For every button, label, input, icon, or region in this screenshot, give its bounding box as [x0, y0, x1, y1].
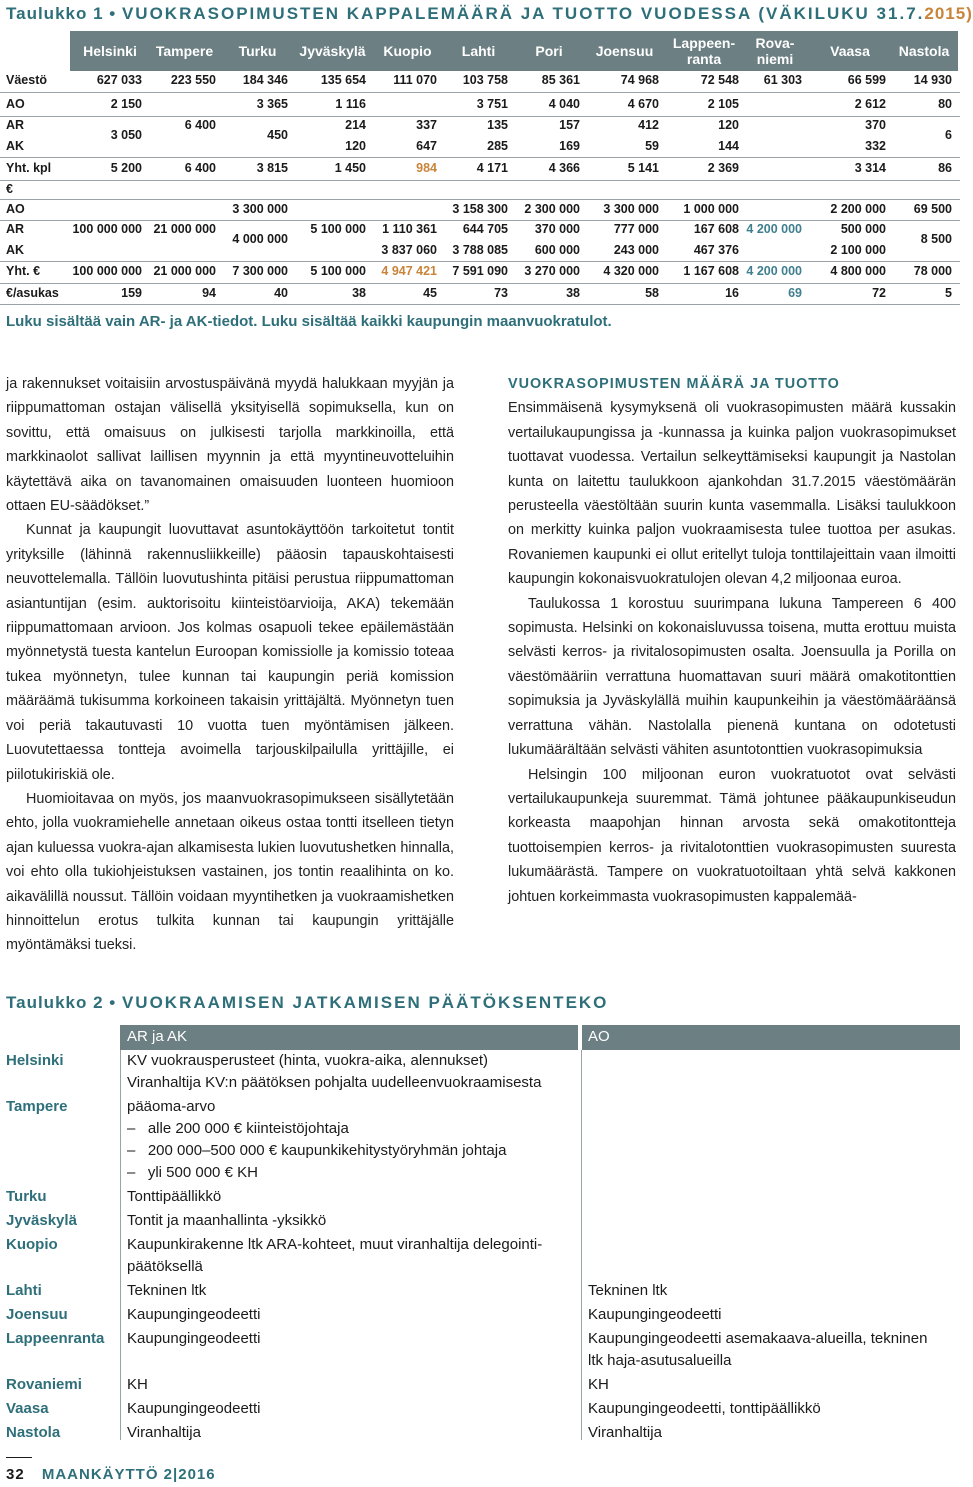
table-cell: 3 270 000: [524, 264, 580, 278]
table2-header-ar: [120, 1025, 578, 1050]
table-cell: 332: [865, 139, 886, 153]
city-name: Lahti: [6, 1282, 42, 1299]
ar-ak-decision: [127, 1374, 577, 1396]
publication-name: MAANKÄYTTÖ 2|2016: [41, 1466, 216, 1483]
decision-line: Kaupungingeodeetti: [588, 1306, 722, 1323]
decision-line: Kaupungingeodeetti, tonttipäällikkö: [588, 1400, 821, 1417]
decision-line: Kaupungingeodeetti: [127, 1400, 261, 1417]
table-cell: 4 947 421: [381, 264, 437, 278]
row-divider: [0, 116, 960, 117]
left-paragraph-3: Huomioitavaa on myös, jos maanvuokrasopimukseen sisällytetään ehto, jolla vuokramiehelle annetaan oikeus ostaa tontti itselleen tietyn ajan kuluessa vuokra-ajan alkamisesta lukien luovutushetken hinnalla, voi ehto olla tukiohjeistuksen vastainen, jos tontin reaalihinta on ko. aikavälillä noussut. Tällöin voidaan myyntihetken ja vuokraamishetken hinnoittelun erotus tulkita kunnan tai kaupungin yrittäjälle myöntämäksi tueksi.: [6, 790, 454, 954]
row-label: AK: [6, 243, 25, 257]
table-cell: 74 968: [620, 73, 659, 87]
left-paragraph-1: ja rakennukset voitaisiin arvostuspäivänä myydä halukkaan myyjän ja riippumattoman ostajan välisellä yksityisellä sopimuksella, kun on sovittu, että omaisuus on julkisesti tarjolla markkinoilla, että markkinaolot sallivat laillisen myynnin ja että myyntineuvotteluihin käytettävä aika on tavanomainen omaisuuden luonteen huomioon ottaen EU-säädökset.”: [6, 376, 454, 515]
ar-ak-decision: [127, 1050, 577, 1094]
ar-ak-decision: [127, 1210, 577, 1232]
row-label: Väestö: [6, 73, 47, 87]
row-divider: [0, 180, 960, 181]
ar-ak-decision: [127, 1422, 577, 1444]
table1-number: Taulukko 1: [6, 4, 104, 23]
table1-title: [6, 4, 973, 24]
right-paragraph-3: Helsingin 100 miljoonan euron vuokratuotot ovat selvästi vertailukaupunkeja suuremmat. Tämä johtunee pääkaupunkiseudun korkeasta maapohjan hinnan arvosta sekä omakotitontteja tuottoisempien kerros- ja rivitalotonttien vuokrasopimusten suuresta lukumäärästä. Tampere on vuokratuotoiltaan yhtä selvä kakkonen johtuen korkeimmasta vuokrasopimusten kappalemää-: [508, 766, 956, 905]
table-cell: 4 171: [476, 161, 508, 175]
table-cell: 120: [718, 118, 739, 132]
decision-line: Tonttipäällikkö: [127, 1188, 222, 1205]
decision-line: Kaupunkirakenne ltk ARA-kohteet, muut viranhaltija delegointi-: [127, 1236, 543, 1253]
city-name: Lappeenranta: [6, 1330, 105, 1347]
city-name: Turku: [6, 1188, 47, 1205]
row-label: Yht. kpl: [6, 161, 52, 175]
table-cell: 80: [938, 97, 952, 111]
table-cell: 1 167 608: [683, 264, 739, 278]
table-row: [0, 1096, 960, 1186]
bullet-icon: •: [109, 4, 122, 23]
page-footer: [6, 1466, 216, 1483]
table-cell: 169: [559, 139, 580, 153]
row-label: AO: [6, 97, 25, 111]
page-number: 32: [6, 1466, 25, 1483]
row-divider: [0, 283, 960, 284]
city-name: Jyväskylä: [6, 1212, 77, 1229]
table-cell: 135: [487, 118, 508, 132]
table-cell: 66 599: [847, 73, 886, 87]
row-divider: [0, 220, 960, 221]
table-cell: 72: [872, 286, 886, 300]
column-header: Joensuu: [595, 43, 654, 59]
column-header: Nastola: [898, 43, 950, 59]
ar-ak-decision: [127, 1234, 577, 1278]
row-label: AK: [6, 139, 25, 153]
ar-ak-decision: [127, 1328, 577, 1350]
right-paragraph-1: Ensimmäisenä kysymyksenä oli vuokrasopimusten määrä kussakin vertailukaupungissa ja -kunnassa ja kuinka paljon vuokrasopimukset tuottavat vuodessa. Vertailun selkeyttämiseksi kaupungit ja Nastolan kunta on laitettu taulukkoon ajankohdan 31.7.2015 väestömäärän perusteella väestöltään suurin kunta vasemmalla. Lisäksi taulukkoon on merkitty kuinka paljon vuokraamisesta tulee tuottoa per asukas. Rovaniemen kaupunki ei ollut eritellyt tuloja tonttilajeittain vaan ilmoitti kaupungin kokonaisvuokratulojen olevan 4,2 miljoonaa euroa.: [508, 400, 956, 588]
table-cell: 5 100 000: [310, 222, 366, 236]
table-cell: 58: [645, 286, 659, 300]
right-column: [508, 372, 956, 909]
table-cell: 86: [938, 161, 952, 175]
table-cell: 5 100 000: [310, 264, 366, 278]
decision-line: Tekninen ltk: [127, 1282, 207, 1299]
ar-ak-decision: [127, 1096, 577, 1184]
table-row: [0, 1422, 960, 1446]
ar-ak-decision: [127, 1398, 577, 1420]
decision-line: – alle 200 000 € kiinteistöjohtaja: [127, 1120, 349, 1137]
column-header: Lahti: [461, 43, 496, 59]
decision-line: Tontit ja maanhallinta -yksikkö: [127, 1212, 327, 1229]
table-cell: 69: [788, 286, 802, 300]
table-cell: 1 116: [335, 97, 366, 111]
table-cell: 777 000: [613, 222, 659, 236]
decision-line: Kaupungingeodeetti: [127, 1330, 261, 1347]
table-cell: 214: [345, 118, 366, 132]
decision-line: KH: [588, 1376, 609, 1393]
column-header: Vaasa: [830, 43, 870, 59]
column-header: Jyväskylä: [299, 43, 366, 59]
column-header: Tampere: [155, 43, 214, 59]
table-row: [0, 1398, 960, 1422]
table-cell: 159: [121, 286, 142, 300]
left-paragraph-2: Kunnat ja kaupungit luovuttavat asuntokäyttöön tarkoitetut tontit yrityksille (lähinnä rakennusliikkeille) pääosin tapauskohtaisesti neuvottelemalla. Tällöin luovutushinta pitäisi perustua riippumattoman asiantuntijan (esim. auktorisoitu kiinteistöarvioija, AKA) tekemään riippumattomaan arvioon. Jos kolmas osapuoli tekee epäilemästään myönnetystä tuesta kantelun Euroopan komissiolle ja komissio toteaa tukea myönnetyn, tulee kunnan tai kaupungin periä komission määräämä tukisumma korkoineen takaisin yrittäjältä. Myönnetyn tuen voi periä takautuvasti 10 vuotta tuen myöntämisen jälkeen. Luovutettaessa tontteja avoimella tarjouskilpailulla yrittäjille, ei piilotukiriskiä ole.: [6, 522, 454, 783]
row-label: AO: [6, 202, 25, 216]
table-cell: 1 110 361: [382, 222, 437, 236]
decision-line: pääoma-arvo: [127, 1098, 216, 1115]
ao-decision: [588, 1328, 958, 1372]
row-label: AR: [6, 222, 25, 236]
table2-number: Taulukko 2: [6, 993, 104, 1012]
table-cell: 38: [566, 286, 580, 300]
table-cell: 167 608: [693, 222, 739, 236]
decision-line: Kaupungingeodeetti: [127, 1306, 261, 1323]
ao-decision: [588, 1304, 958, 1326]
decision-line: Viranhaltija: [588, 1424, 662, 1441]
footer-rule: [6, 1457, 32, 1458]
table-cell: 38: [352, 286, 366, 300]
table-cell: 3 050: [110, 128, 142, 142]
table-cell: 16: [725, 286, 739, 300]
column-header: Kuopio: [383, 43, 432, 59]
table-cell: 59: [645, 139, 659, 153]
section-heading: VUOKRASOPIMUSTEN MÄÄRÄ JA TUOTTO: [508, 376, 840, 392]
table-cell: 500 000: [840, 222, 886, 236]
table-cell: 184 346: [242, 73, 288, 87]
table-cell: 78 000: [913, 264, 952, 278]
ar-ak-decision: [127, 1186, 577, 1208]
city-name: Nastola: [6, 1424, 61, 1441]
table-cell: 3 365: [256, 97, 288, 111]
table2-col-ar-ak: AR ja AK: [127, 1028, 188, 1045]
table-cell: 600 000: [534, 243, 580, 257]
table-cell: 2 300 000: [524, 202, 580, 216]
table-row: [0, 1280, 960, 1304]
table-cell: 5: [945, 286, 952, 300]
table-cell: 3 815: [256, 161, 288, 175]
table-cell: 647: [416, 139, 437, 153]
table2-col-ao: AO: [588, 1028, 610, 1045]
ao-decision: [588, 1422, 958, 1444]
table1-note: Luku sisältää vain AR- ja AK-tiedot. Luku sisältää kaikki kaupungin maanvuokratulot.: [6, 313, 612, 330]
table-cell: 4 040: [548, 97, 580, 111]
row-divider: [0, 304, 960, 305]
decision-line: Viranhaltija: [127, 1424, 201, 1441]
table-cell: 69 500: [913, 202, 952, 216]
table-cell: 3 751: [476, 97, 508, 111]
table-row: [0, 1374, 960, 1398]
table2-title: [6, 993, 608, 1013]
table-cell: 285: [487, 139, 508, 153]
table-row: [0, 1050, 960, 1096]
decision-line: Kaupungingeodeetti asemakaava-alueilla, tekninen: [588, 1330, 928, 1347]
table-cell: 3 300 000: [232, 202, 288, 216]
table-cell: 3 300 000: [603, 202, 659, 216]
table-row: [0, 1234, 960, 1280]
row-divider: [0, 261, 960, 262]
table-cell: 61 303: [763, 73, 802, 87]
table-cell: 4 200 000: [746, 264, 802, 278]
decision-line: – yli 500 000 € KH: [127, 1164, 258, 1181]
table-cell: 370: [865, 118, 886, 132]
table-cell: 144: [718, 139, 739, 153]
table-cell: 6 400: [184, 161, 216, 175]
table-cell: 7 300 000: [232, 264, 288, 278]
table-cell: 94: [202, 286, 216, 300]
bullet-icon: •: [109, 993, 122, 1012]
column-header: Rova- niemi: [755, 35, 795, 67]
table-cell: 243 000: [613, 243, 659, 257]
table-cell: 4 366: [548, 161, 580, 175]
table-cell: 72 548: [700, 73, 739, 87]
table-row: [0, 1304, 960, 1328]
city-name: Helsinki: [6, 1052, 64, 1069]
decision-line: päätöksellä: [127, 1258, 203, 1275]
table2-heading: VUOKRAAMISEN JATKAMISEN PÄÄTÖKSENTEKO: [121, 993, 609, 1012]
city-name: Vaasa: [6, 1400, 49, 1417]
table-cell: 100 000 000: [72, 222, 142, 236]
table2-header-ao: [582, 1025, 960, 1050]
table1-heading: VUOKRASOPIMUSTEN KAPPALEMÄÄRÄ JA TUOTTO VUODESSA (VÄKILUKU 31.7.: [121, 4, 925, 23]
table-cell: 7 591 090: [452, 264, 508, 278]
table-cell: 3 314: [854, 161, 886, 175]
table-cell: 4 670: [627, 97, 659, 111]
table-cell: 2 369: [707, 161, 739, 175]
ao-decision: [588, 1374, 958, 1396]
decision-line: KV vuokrausperusteet (hinta, vuokra-aika, alennukset): [127, 1052, 489, 1069]
table-row: [0, 1328, 960, 1374]
table-cell: 4 000 000: [232, 232, 288, 246]
decision-line: Viranhaltija KV:n päätöksen pohjalta uudelleenvuokraamisesta: [127, 1074, 542, 1091]
table-cell: 157: [559, 118, 580, 132]
table-cell: 2 105: [707, 97, 739, 111]
table-cell: 644 705: [462, 222, 508, 236]
table-cell: 337: [416, 118, 437, 132]
ao-decision: [588, 1280, 958, 1302]
ar-ak-decision: [127, 1304, 577, 1326]
table-cell: 45: [423, 286, 437, 300]
table1-year: 2015): [924, 4, 973, 23]
table-cell: 103 758: [462, 73, 508, 87]
column-header: Turku: [238, 43, 277, 59]
row-label: AR: [6, 118, 25, 132]
table-cell: 467 376: [693, 243, 739, 257]
table-cell: 3 158 300: [452, 202, 508, 216]
city-name: Rovaniemi: [6, 1376, 82, 1393]
left-column: [6, 372, 454, 958]
table-cell: 135 654: [320, 73, 366, 87]
column-header: Lappeen- ranta: [672, 35, 736, 67]
city-name: Joensuu: [6, 1306, 68, 1323]
table-cell: 450: [267, 128, 288, 142]
column-header: Pori: [535, 43, 563, 59]
ar-ak-decision: [127, 1280, 577, 1302]
table-cell: 5 200: [110, 161, 142, 175]
table-cell: 2 200 000: [830, 202, 886, 216]
table-cell: 627 033: [96, 73, 142, 87]
table-cell: 412: [638, 118, 659, 132]
row-label: Yht. €: [6, 264, 41, 278]
right-paragraph-2: Taulukossa 1 korostuu suurimpana lukuna Tampereen 6 400 sopimusta. Helsinki on kokonaisluvussa toisena, mutta erottuu muista selvästi kerros- ja rivitalosopimusten osalta. Joensuulla ja Porilla on väestömääriin verrattuna huomattavan suuri määrä omakotitonttien sopimuksia ja Jyväskylällä muihin kaupunkeihin ja väestömääräänsä verrattuna vähän. Nastolalla pienenä kuntana on odotetusti lukumäärältään selvästi vähiten asuntotonttien vuokrasopimuksia: [508, 595, 956, 759]
row-divider: [0, 92, 960, 93]
table-cell: 5 141: [627, 161, 659, 175]
table-cell: 2 150: [110, 97, 142, 111]
table-row: [0, 1210, 960, 1234]
table-cell: 1 450: [334, 161, 366, 175]
table-cell: 2 612: [854, 97, 886, 111]
city-name: Kuopio: [6, 1236, 58, 1253]
decision-line: Tekninen ltk: [588, 1282, 668, 1299]
table-cell: 3 788 085: [452, 243, 508, 257]
table-cell: 3 837 060: [381, 243, 437, 257]
table-cell: 120: [345, 139, 366, 153]
table-cell: 111 070: [393, 73, 437, 87]
table-cell: 85 361: [541, 73, 580, 87]
table-cell: 370 000: [534, 222, 580, 236]
table-cell: 21 000 000: [153, 222, 216, 236]
decision-line: ltk haja-asutusalueilla: [588, 1352, 732, 1369]
table-cell: 2 100 000: [830, 243, 886, 257]
table-cell: 100 000 000: [72, 264, 142, 278]
decision-line: – 200 000–500 000 € kaupunkikehitystyöryhmän johtaja: [127, 1142, 507, 1159]
column-header: Helsinki: [83, 43, 137, 59]
row-divider: [0, 199, 960, 200]
table-cell: 6: [945, 128, 952, 142]
table-cell: 984: [416, 161, 437, 175]
table-cell: 6 400: [184, 118, 216, 132]
decision-line: KH: [127, 1376, 148, 1393]
table-cell: 223 550: [170, 73, 216, 87]
table-row: [0, 1186, 960, 1210]
table-cell: 73: [494, 286, 508, 300]
table-cell: 4 320 000: [603, 264, 659, 278]
table-cell: 40: [274, 286, 288, 300]
row-divider: [0, 157, 960, 158]
table-cell: 4 200 000: [746, 222, 802, 236]
table-cell: 8 500: [920, 232, 952, 246]
table-cell: 14 930: [913, 73, 952, 87]
table-cell: 4 800 000: [830, 264, 886, 278]
table-cell: 21 000 000: [153, 264, 216, 278]
city-name: Tampere: [6, 1098, 68, 1115]
currency-label: €: [6, 182, 13, 196]
row-label: €/asukas: [6, 286, 59, 300]
table-cell: 1 000 000: [683, 202, 739, 216]
ao-decision: [588, 1398, 958, 1420]
